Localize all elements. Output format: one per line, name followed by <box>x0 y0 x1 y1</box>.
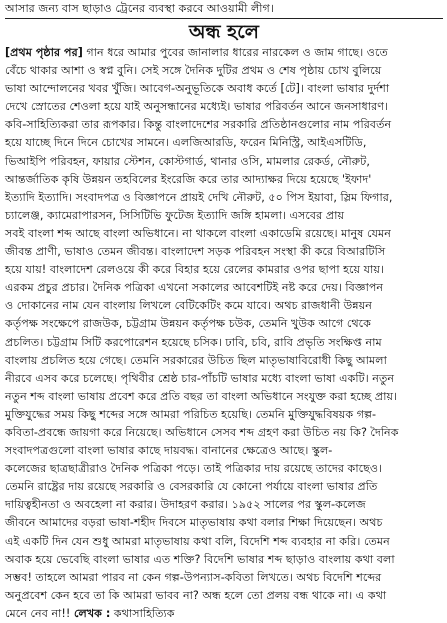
article-line: বাংলায় প্রচলিত হয়ে গেছে। তেমনি সরকারের উচিত ছিল মাতৃভাষাবিরোধী কিছু আমলা <box>5 353 387 367</box>
article-body <box>5 44 443 623</box>
article-line: কলেজের ছাত্রছাত্রীরাও দৈনিক পত্রিকা পড়ে। তাই পত্রিকার দায় রয়েছে তাদের কাছেও। <box>5 462 383 476</box>
article-line: সবই বাংলা শব্দ আছে বাংলা অভিধানে। না থাকলে বাংলা একাডেমি রয়েছে। মানুষ যেমন <box>5 226 391 240</box>
article-line: সম্ভব! তাহলে আমরা পারব না কেন গল্প-উপন্যাস-কবিতা লিখতে। অথচ বিদেশি শব্দের <box>5 570 382 584</box>
article-line: ইত্যাদি ইত্যাদি। সংবাদপত্র ও বিজ্ঞাপনে প্রায়ই দেখি নৌরুট, ৫০ পিস ইয়াবা, স্লিম ফিগার, <box>5 190 393 204</box>
article-line: দেখে স্রোতের শেওলা হয়ে যাই অনুসন্ধানের মধ্যেই। ভাষার পরিবর্তন আনে জনসাধারণ। <box>5 100 388 114</box>
article-line: তেমনি রাষ্ট্রের দায় রয়েছে সরকারি ও বেসরকারি যে কোনো পর্যায়ে বাংলা ভাষার প্রতি <box>5 480 378 494</box>
article-line <box>5 44 443 62</box>
author-label: লেখক : <box>73 606 111 620</box>
continuation-label: [প্রথম পৃষ্ঠার পর] <box>5 46 83 59</box>
previous-article-tail: আসার জন্য বাস ছাড়াও ট্রেনের ব্যবস্থা করবে আওয়ামী লীগ। <box>5 2 274 15</box>
article-line: কর্তৃপক্ষ সংক্ষেপে রাজউক, চট্টগ্রাম উন্নয়ন কর্তৃপক্ষ চউক, তেমনি খুউক আগে থেকে <box>5 317 372 331</box>
article-line: জীবনে আমাদের বড়রা ভাষা-শহীদ দিবসে মাতৃভাষায় কথা বলার শিক্ষা দিয়েছেন। অথচ <box>5 516 383 530</box>
article-line: মুক্তিযুদ্ধের সময় কিছু শব্দের সঙ্গে আমরা পরিচিত হয়েছি। তেমনি মুক্তিযুদ্ধবিষয়ক গল্প- <box>5 407 377 421</box>
article-closing-line <box>5 605 443 623</box>
article-line: সংবাদপত্রগুলো বাংলা ভাষার কাছে দায়বদ্ধ। বানানের ক্ষেত্রেও আছে। স্কুল- <box>5 444 333 458</box>
article-line: নতুন শব্দ বাংলা ভাষায় প্রবেশ করে প্রতি বছর তা বাংলা অভিধানে সংযুক্ত করা হচ্ছে প্রায়। <box>5 389 398 403</box>
article-headline: অন্ধ হলে <box>189 21 259 43</box>
article-line-text: গান ধরে আমার পুবের জানালার ধারের নারকেল ও জাম গাছে। ওতে <box>86 46 388 59</box>
author-value: কথাসাহিত্যিক <box>113 606 175 620</box>
article-line: ভাষা আন্দোলনের খবর খুঁজি। আবেগ-অনুভূতিকে অবাধ কর্তে [টে]। বাংলা ভাষার দুর্দশা <box>5 82 390 96</box>
article-line: কবি-সাহিত্যিকরা তার রূপকার। কিন্তু বাংলাদেশের সরকারি প্রতিষ্ঠানগুলোর নাম পরিবর্তন <box>5 118 392 132</box>
article-line: এরকম প্রচুর প্রচার। দৈনিক পত্রিকা এখনো সকালের আবেশটিই নষ্ট করে দেয়। বিজ্ঞাপন <box>5 281 384 295</box>
article-line: হয়ে যাচ্ছে দিনে দিনে চোখের সামনে। এলজিআরডি, ফরেন মিনিস্ট্রি, আইএসটিডি, <box>5 136 367 150</box>
column-divider <box>5 18 443 19</box>
article-line: অবাক হয়ে ভেবেছি বাংলা ভাষার এত শক্তি? বিদেশি ভাষার শব্দ ছাড়াও বাংলায় কথা বলা <box>5 552 395 566</box>
article-line: ও দোকানের নাম যেন বাংলায় লিখলে বেটিকেটিং কমে যাবে। অথচ রাজধানী উন্নয়ন <box>5 299 372 313</box>
article-line: এই একটি দিন যেন শুধু আমরা মাতৃভাষায় কথা বলি, বিদেশি শব্দ ব্যবহার না করি। তেমন <box>5 534 390 548</box>
article-line: অনুপ্রবেশ কেন হবে তা কি আমরা ভাবব না? অন্ধ হলে তো প্রলয় বন্ধ থাকে না। এ কথা <box>5 588 387 602</box>
article-line: হয়ে যায়! বাংলাদেশ রেলওয়ে কী করে বিহার হয়ে রেলের কামরার ওপর ছাপা হয়ে যায়। <box>5 263 384 277</box>
article-line: আন্তর্জাতিক কৃষি উন্নয়ন তহবিলের ইংরেজি করে তার আদ্যাক্ষর দিয়ে হয়েছে 'ইফাদ' <box>5 172 372 186</box>
article-line: চ্যালেঞ্জ, ক্যামেরাপারসন, সিসিটিভি ফুটেজ ইত্যাদি জঙ্গি হামলা। এসবের প্রায় <box>5 208 345 222</box>
article-line: ভিআইপি পরিবহন, ফায়ার স্টেশন, কোস্টগার্ড, থানার ওসি, মামলার রেকর্ড, নৌরুট, <box>5 154 370 168</box>
article-line: প্রচলিত। চট্টগ্রাম সিটি করপোরেশন হয়েছে চসিক। ঢাবি, চবি, রাবি প্রভৃতি সংক্ষিপ্ত নাম <box>5 335 382 349</box>
article-line: দায়িত্বহীনতা ও অবহেলা না করার। উদাহরণ করার। ১৯৫২ সালের পর স্কুল-কলেজ <box>5 498 366 512</box>
article-line: নীরবে এসব করে চলেছে। পৃথিবীর শ্রেষ্ঠ চার-পাঁচটি ভাষার মধ্যে বাংলা ভাষা একটি। নতুন <box>5 371 395 385</box>
article-line: জীবন্ত প্রাণী, ভাষাও তেমন জীবন্ত। বাংলাদেশ সড়ক পরিবহন সংস্থা কী করে বিআরটিসি <box>5 245 386 259</box>
article-line: কবিতা-প্রবন্ধে জায়গা করে নিয়েছে। অভিধানে সেসব শব্দ গ্রহণ করা উচিত নয় কি? দৈনিক <box>5 425 399 439</box>
closing-text: মেনে নেব না!! <box>5 606 71 620</box>
article-line: বেঁচে থাকার আশা ও স্বপ্ন বুনি। সেই সঙ্গে দৈনিক দুটির প্রথম ও শেষ পৃষ্ঠায় চোখ বুলিয়ে <box>5 64 382 78</box>
